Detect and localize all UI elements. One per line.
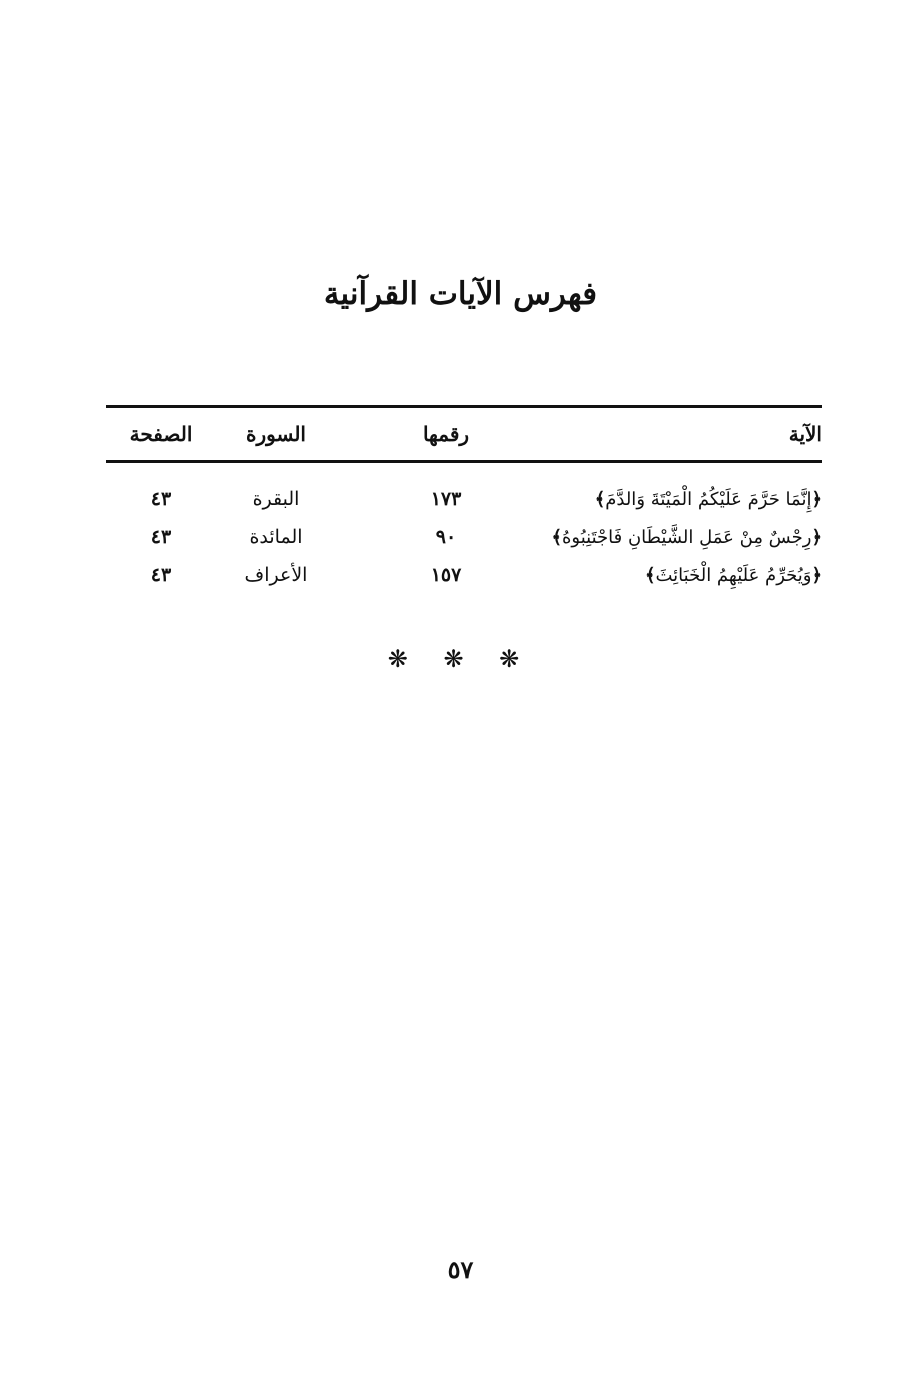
page-cell: ٤٣ <box>150 488 172 510</box>
verse-cell <box>492 556 822 594</box>
quran-bracket-close: ﴾ <box>644 564 656 586</box>
verse-cell <box>492 480 822 518</box>
verse-number-cell: ٩٠ <box>435 526 457 548</box>
verse-text: وَيُحَرِّمُ عَلَيْهِمُ الْخَبَائِثَ <box>655 564 812 586</box>
verse-number-cell: ١٧٣ <box>430 488 462 510</box>
verse-text: إِنَّمَا حَرَّمَ عَلَيْكُمُ الْمَيْتَةَ وَالدَّمَ <box>605 488 812 510</box>
quran-bracket-open: ﴿ <box>811 564 822 586</box>
page-title: فهرس الآيات القرآنية <box>323 276 598 312</box>
quran-bracket-close: ﴾ <box>594 488 606 510</box>
table-row <box>106 556 822 594</box>
table-header-row <box>106 408 822 460</box>
verse-index-table <box>106 405 822 594</box>
verse-text: رِجْسٌ مِنْ عَمَلِ الشَّيْطَانِ فَاجْتَنِبُوهُ <box>561 526 812 548</box>
table-row <box>106 518 822 556</box>
quran-bracket-open: ﴿ <box>811 526 822 548</box>
surah-cell: البقرة <box>252 488 300 510</box>
surah-cell: المائدة <box>249 526 303 548</box>
page-number: ٥٧ <box>447 1255 474 1284</box>
page-cell: ٤٣ <box>150 564 172 586</box>
table-row <box>106 480 822 518</box>
quran-bracket-close: ﴾ <box>551 526 562 548</box>
quran-bracket-open: ﴿ <box>811 488 822 510</box>
column-header-page: الصفحة <box>129 422 193 446</box>
surah-cell: الأعراف <box>244 564 308 586</box>
column-header-surah: السورة <box>246 422 306 446</box>
column-header-number: رقمها <box>422 422 470 446</box>
column-header-verse: الآية <box>788 422 822 446</box>
section-separator: ❋ ❋ ❋ <box>387 645 534 673</box>
verse-cell <box>492 518 822 556</box>
verse-number-cell: ١٥٧ <box>430 564 462 586</box>
page-cell: ٤٣ <box>150 526 172 548</box>
